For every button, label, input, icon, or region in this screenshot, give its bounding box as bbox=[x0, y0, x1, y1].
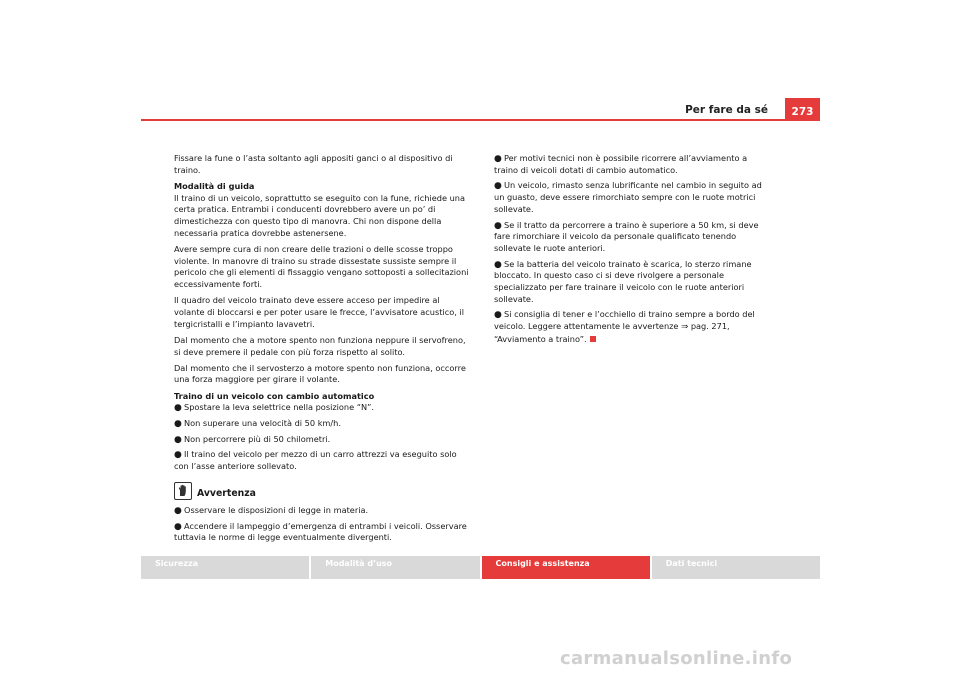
list-item: ● Non superare una velocità di 50 km/h. bbox=[174, 418, 341, 430]
paragraph: Dal momento che il servosterzo a motore spento non funziona, occorre una forza maggiore per girare il volante. bbox=[174, 362, 466, 385]
right-column bbox=[494, 153, 772, 350]
bullet-icon: ● bbox=[494, 154, 502, 164]
bullet-icon: ● bbox=[174, 434, 182, 445]
list-item: ● Per motivi tecnici non è possibile ricorrere all’avviamento a traino di veicoli dotati di cambio automatico. bbox=[494, 153, 748, 175]
footer-tab-dati-tecnici[interactable]: Dati tecnici bbox=[652, 556, 820, 579]
bullet-icon: ● bbox=[174, 403, 182, 414]
footer-tab-sicurezza[interactable]: Sicurezza bbox=[141, 556, 309, 579]
list-item: ● Se il tratto da percorrere a traino è superiore a 50 km, si deve fare rimorchiare il veicolo da personale qualificato tenendo sollevate le ruote anteriori. bbox=[494, 219, 759, 253]
list-item: ● Spostare la leva selettrice nella posizione “N”. bbox=[174, 402, 374, 414]
bullet-icon: ● bbox=[494, 181, 502, 192]
section-heading: Traino di un veicolo con cambio automatico bbox=[174, 390, 375, 401]
list-item: ● Osservare le disposizioni di legge in materia. bbox=[174, 504, 369, 516]
warning-header bbox=[174, 482, 472, 500]
watermark: carmanualsonline.info bbox=[560, 648, 793, 669]
list-item: ● Se la batteria del veicolo trainato è scarica, lo sterzo rimane bloccato. In questo caso ci si deve rivolgere a personale specializzato per fare trainare il veicolo con le ruote anteriori sollevate. bbox=[494, 258, 752, 304]
bullet-icon: ● bbox=[174, 419, 182, 430]
list-item: ● Non percorrere più di 50 chilometri. bbox=[174, 433, 331, 445]
paragraph: Avere sempre cura di non creare delle trazioni o delle scosse troppo violente. In manovre di traino su strade dissestate sussiste sempre il pericolo che gli elementi di fissaggio vengano sottoposti a sollecitazioni eccessivamente forti. bbox=[174, 243, 469, 290]
paragraph: Dal momento che a motore spento non funziona neppure il servofreno, si deve premere il pedale con più forza rispetto al solito. bbox=[174, 334, 466, 357]
page-number: 273 bbox=[785, 98, 820, 120]
bullet-icon: ● bbox=[174, 505, 182, 516]
bullet-icon: ● bbox=[494, 310, 502, 321]
paragraph: Il quadro del veicolo trainato deve essere acceso per impedire al volante di bloccarsi e per poter usare le frecce, l’avvisatore acustico, il tergicristalli e l’impianto lavavetri. bbox=[174, 295, 465, 329]
list-item: ● Il traino del veicolo per mezzo di un carro attrezzi va eseguito solo con l’asse anteriore sollevato. bbox=[174, 449, 457, 472]
list-item: ● Si consiglia di tener e l’occhiello di traino sempre a bordo del veicolo. Leggere attentamente le avvertenze ⇒ pag. 271, “Avviamento a traino”. bbox=[494, 309, 755, 344]
bullet-icon: ● bbox=[174, 521, 182, 532]
section-heading: Modalità di guida bbox=[174, 180, 255, 191]
paragraph: Il traino di un veicolo, soprattutto se eseguito con la fune, richiede una certa pratica. Entrambi i conducenti dovrebbero avere un po’ di dimestichezza con questo tipo di manovra. Chi non dispone della necessaria pratica dovrebbe astenersene. bbox=[174, 192, 465, 238]
footer-tab-modalita-duso[interactable]: Modalità d’uso bbox=[311, 556, 479, 579]
list-item: ● Accendere il lampeggio d’emergenza di entrambi i veicoli. Osservare tuttavia le norme di legge eventualmente divergenti. bbox=[174, 520, 467, 543]
footer-nav bbox=[141, 556, 820, 579]
paragraph: Fissare la fune o l’asta soltanto agli appositi ganci o al dispositivo di traino. bbox=[174, 153, 453, 175]
section-end-marker bbox=[590, 336, 596, 342]
bullet-icon: ● bbox=[494, 259, 502, 270]
bullet-icon: ● bbox=[174, 450, 182, 461]
list-item: ● Un veicolo, rimasto senza lubrificante nel cambio in seguito ad un guasto, deve essere rimorchiato sempre con le ruote motrici sollevate. bbox=[494, 180, 762, 214]
cross-reference-link[interactable]: pag. 271, “Avviamento a traino”. bbox=[494, 321, 730, 344]
footer-tab-consigli-assistenza[interactable]: Consigli e assistenza bbox=[482, 556, 650, 579]
header-rule bbox=[141, 119, 820, 121]
page-header-title: Per fare da sé bbox=[685, 104, 768, 116]
warning-title: Avvertenza bbox=[197, 487, 256, 499]
warning-hand-icon bbox=[174, 482, 192, 500]
left-column bbox=[174, 153, 472, 548]
bullet-icon: ● bbox=[494, 220, 502, 231]
reference-arrow: ⇒ bbox=[681, 322, 689, 333]
